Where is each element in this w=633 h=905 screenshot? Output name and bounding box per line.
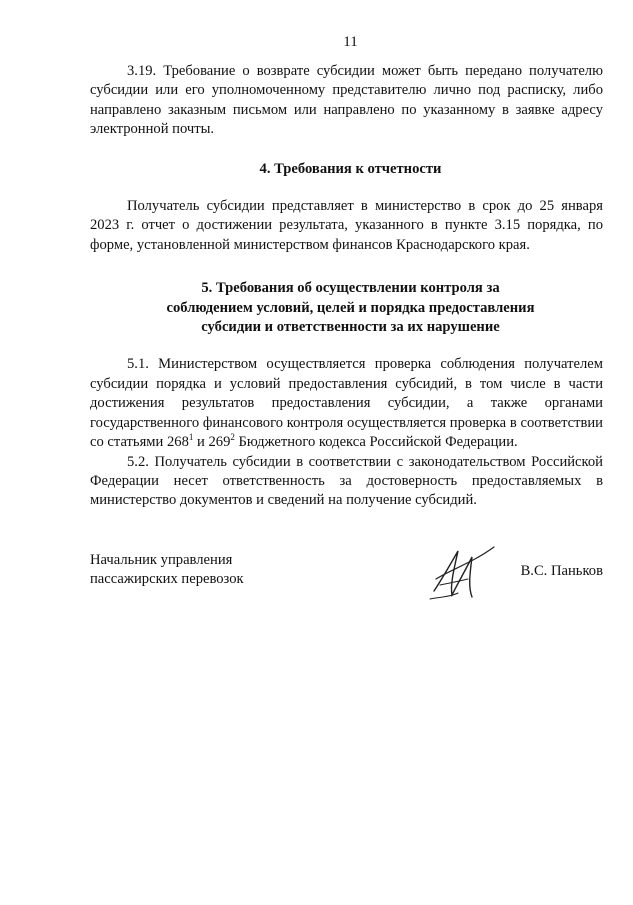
- page-number: 11: [343, 34, 358, 50]
- section-5-heading: [90, 279, 603, 337]
- superscript-2: 2: [230, 432, 235, 443]
- section-5-heading-line-2: соблюдением условий, целей и порядка предоставления: [166, 299, 535, 316]
- paragraph-5-2: 5.2. Получатель субсидии в соответствии с законодательством Российской Федерации несет ответственность за достоверность предоставляемых в министерство документов и сведений на получение субсидий.: [90, 453, 603, 509]
- handwritten-signature: [428, 539, 498, 609]
- paragraph-5-1-and: и 269: [193, 434, 231, 451]
- paragraph-3-19: 3.19. Требование о возврате субсидии может быть передано получателю субсидии или его уполномоченному представителю лично под расписку, либо направлено заказным письмом или направлено по указанному в заявке адресу электронной почты.: [90, 63, 603, 138]
- superscript-1: 1: [188, 432, 194, 443]
- section-5-heading-line-3: субсидии и ответственности за их нарушение: [201, 319, 500, 336]
- signer-title-line-2: пассажирских перевозок: [90, 571, 244, 588]
- section-4-paragraph: Получатель субсидии представляет в министерство в срок до 25 января 2023 г. отчет о достижении результата, указанного в пункте 3.15 порядка, по форме, установленной министерством финансов Краснодарского края.: [90, 198, 603, 253]
- signer-title: [90, 551, 244, 590]
- signer-title-line-1: Начальник управления: [90, 551, 233, 568]
- section-4-heading: 4. Требования к отчетности: [259, 160, 442, 177]
- signature-block: [90, 551, 603, 611]
- paragraph-5-1: [90, 355, 603, 452]
- signer-name: В.С. Паньков: [520, 562, 603, 579]
- paragraph-5-1-text: 5.1. Министерством осуществляется проверка соблюдения получателем субсидии порядка и условий предоставления субсидий, в том числе в части достижения результатов предоставления субсидии, а также органами государственного финансового контроля осуществляется проверка в соответствии со статьями 268: [90, 356, 603, 451]
- section-5-heading-line-1: 5. Требования об осуществлении контроля за: [201, 280, 500, 297]
- paragraph-5-1-end: Бюджетного кодекса Российской Федерации.: [234, 434, 518, 451]
